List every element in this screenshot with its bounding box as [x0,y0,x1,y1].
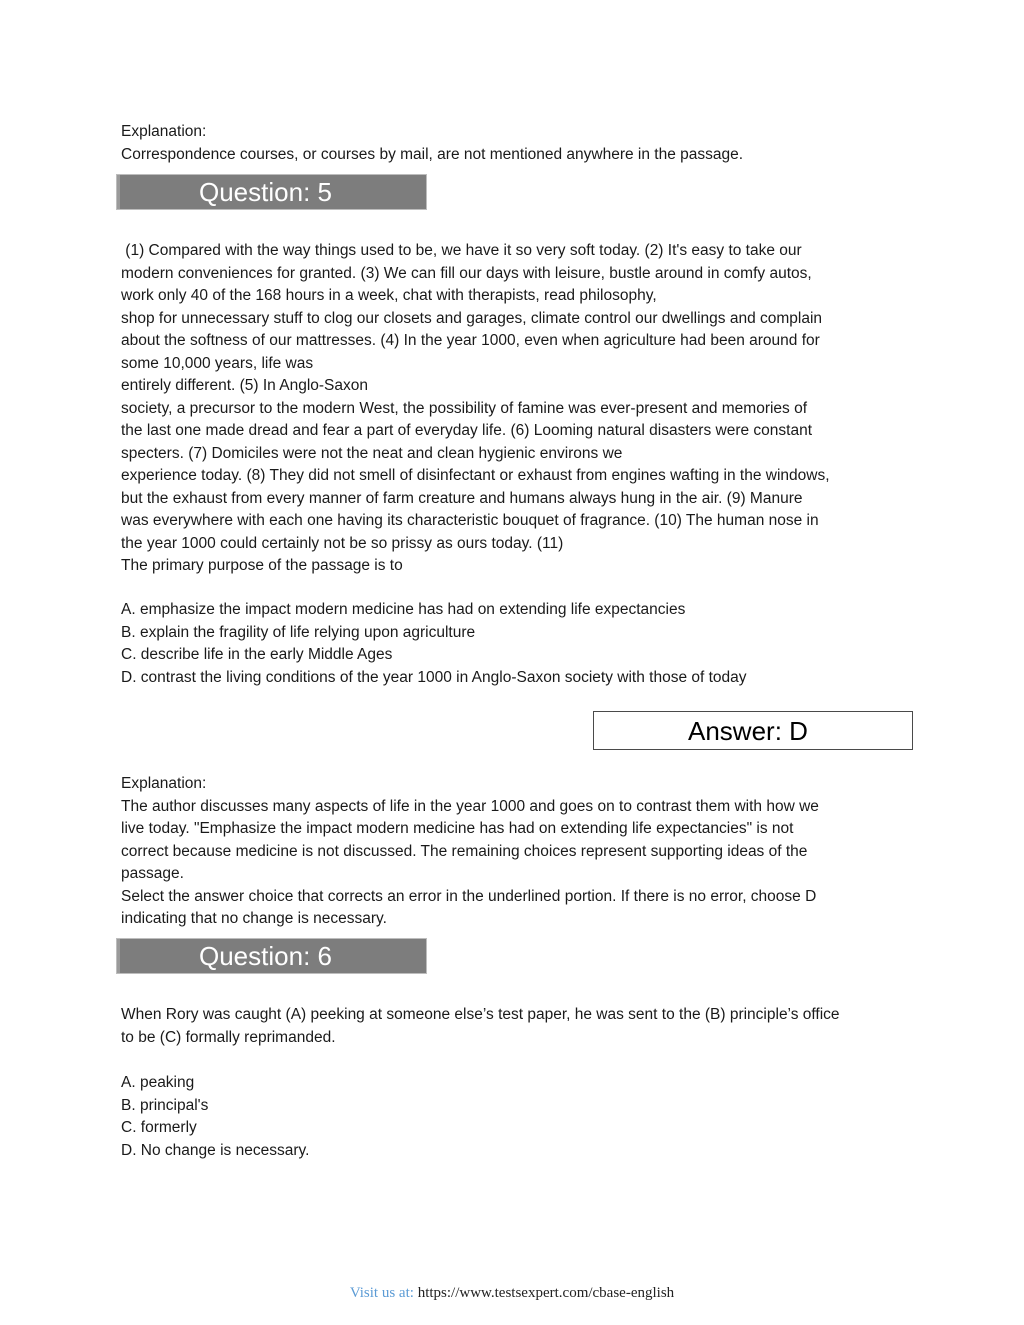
question-prompt: The primary purpose of the passage is to [121,557,403,574]
explanation-line: indicating that no change is necessary. [121,910,387,927]
explanation-line: The author discusses many aspects of life in the year 1000 and goes on to contrast them with how we [121,797,819,815]
option-d: D. No change is necessary. [121,1141,310,1159]
stem-line: When Rory was caught (A) peeking at someone else’s test paper, he was sent to the (B) principle’s office [121,1006,840,1023]
explanation-label: Explanation: [121,775,207,792]
explanation-line: live today. "Emphasize the impact modern medicine has had on extending life expectancies" is not [121,820,794,837]
question-5-heading: Question: 5 [199,177,332,207]
passage-line: shop for unnecessary stuff to clog our closets and garages, climate control our dwellings and complain [121,309,823,327]
question-6-banner [116,938,427,974]
question-5-explanation [121,773,921,931]
option-b: B. explain the fragility of life relying upon agriculture [121,623,476,641]
explanation-line: correct because medicine is not discussed. The remaining choices represent supporting ideas of the [121,842,808,860]
option-b: B. principal's [121,1096,209,1114]
option-a: A. emphasize the impact modern medicine has had on extending life expectancies [121,601,686,618]
footer-label: Visit us at: [349,1285,418,1301]
passage-line: some 10,000 years, life was [121,354,314,372]
passage-line: entirely different. (5) In Anglo-Saxon [121,377,368,394]
passage-line: modern conveniences for granted. (3) We can fill our days with leisure, bustle around in comfy autos, [121,264,812,282]
question-5-banner [116,174,427,210]
passage-line: about the softness of our mattresses. (4) In the year 1000, even when agriculture had been around for [121,332,820,349]
question-6-heading: Question: 6 [199,941,332,971]
passage-line: was everywhere with each one having its characteristic bouquet of fragrance. (10) The human nose in [121,512,819,529]
option-c: C. formerly [121,1119,197,1136]
answer-box [593,711,913,750]
explanation-label: Explanation: [121,123,207,140]
explanation-line: Select the answer choice that corrects an error in the underlined portion. If there is no error, choose D [121,887,817,905]
explanation-line: Correspondence courses, or courses by mail, are not mentioned anywhere in the passage. [121,145,744,163]
stem-line: to be (C) formally reprimanded. [121,1028,336,1046]
explanation-line: passage. [121,865,184,882]
answer-text: Answer: D [688,716,808,746]
passage-line: but the exhaust from every manner of farm creature and humans always hung in the air. (9) Manure [121,489,803,507]
footer-link[interactable]: https://www.testsexpert.com/cbase-english [417,1285,675,1301]
question-5-passage [121,240,921,578]
passage-line: (1) Compared with the way things used to be, we have it so very soft today. (2) It's easy to take our [121,242,802,259]
question-5-options [121,599,921,689]
passage-line: work only 40 of the 168 hours in a week, chat with therapists, read philosophy, [121,287,657,304]
question-6-options [121,1072,921,1162]
option-c: C. describe life in the early Middle Ages [121,646,393,663]
passage-line: the last one made dread and fear a part of everyday life. (6) Looming natural disasters were constant [121,422,812,439]
option-d: D. contrast the living conditions of the year 1000 in Anglo-Saxon society with those of today [121,668,747,686]
question-6-stem [121,1004,921,1049]
passage-line: society, a precursor to the modern West, the possibility of famine was ever-present and memories of [121,399,808,417]
passage-line: the year 1000 could certainly not be so prissy as ours today. (11) [121,534,564,552]
passage-line: experience today. (8) They did not smell of disinfectant or exhaust from engines wafting in the windows, [121,467,830,484]
previous-explanation [121,121,921,166]
passage-line: specters. (7) Domiciles were not the neat and clean hygienic environs we [121,444,623,462]
option-a: A. peaking [121,1074,195,1091]
page-footer [0,1285,1024,1302]
